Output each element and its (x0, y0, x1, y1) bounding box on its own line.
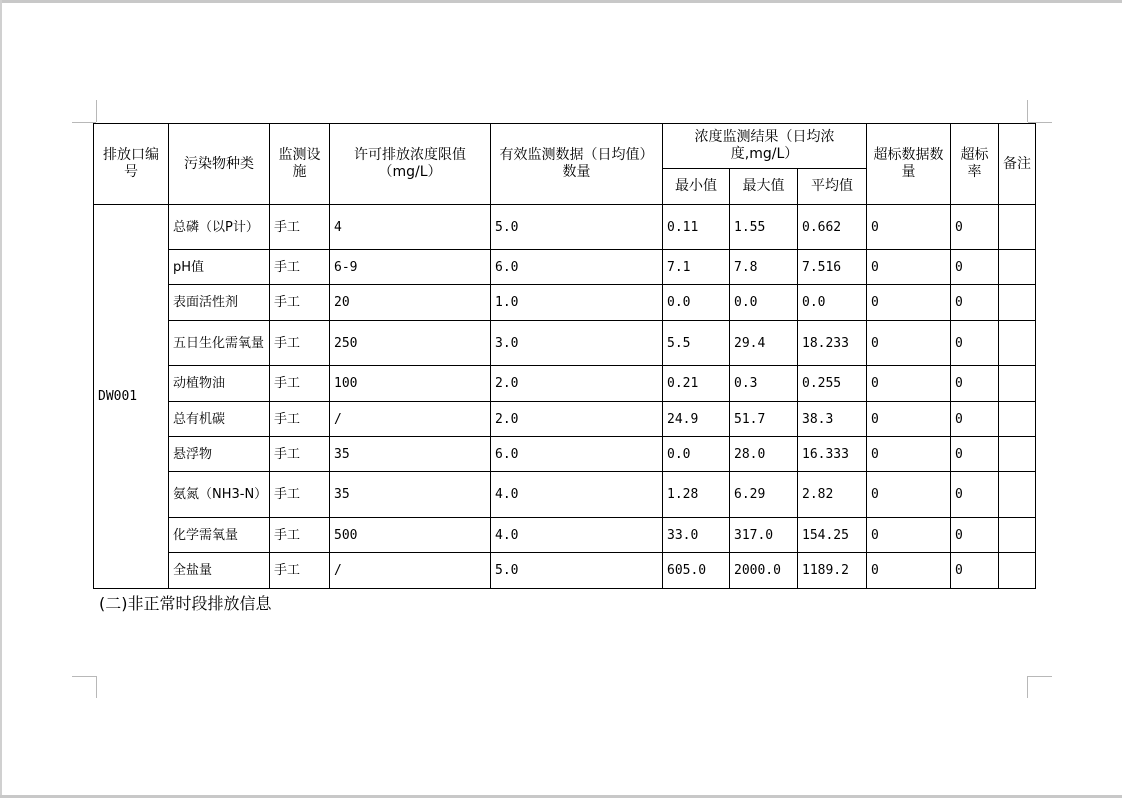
exceed-rate-cell: 0 (951, 518, 999, 553)
min-cell: 605.0 (663, 553, 730, 589)
exceed-rate-cell: 0 (951, 205, 999, 250)
count-cell: 3.0 (491, 321, 663, 366)
count-cell: 2.0 (491, 366, 663, 402)
header-permitted-limit: 许可排放浓度限值（mg/L） (330, 124, 491, 205)
pollutant-cell: 总磷（以P计） (169, 205, 270, 250)
exceed-count-cell: 0 (867, 250, 951, 285)
max-cell: 317.0 (730, 518, 798, 553)
facility-cell: 手工 (270, 250, 330, 285)
max-cell: 29.4 (730, 321, 798, 366)
count-cell: 4.0 (491, 472, 663, 518)
exceed-count-cell: 0 (867, 518, 951, 553)
remark-cell (999, 402, 1036, 437)
header-monitoring-facility: 监测设施 (270, 124, 330, 205)
max-cell: 1.55 (730, 205, 798, 250)
monitoring-results-table (93, 123, 1036, 589)
exceed-rate-cell: 0 (951, 250, 999, 285)
avg-cell: 0.0 (798, 285, 867, 321)
header-valid-data-count: 有效监测数据（日均值）数量 (491, 124, 663, 205)
max-cell: 28.0 (730, 437, 798, 472)
max-cell: 6.29 (730, 472, 798, 518)
limit-cell: 4 (330, 205, 491, 250)
exceed-rate-cell: 0 (951, 553, 999, 589)
header-pollutant: 污染物种类 (169, 124, 270, 205)
facility-cell: 手工 (270, 321, 330, 366)
facility-cell: 手工 (270, 205, 330, 250)
avg-cell: 16.333 (798, 437, 867, 472)
crop-mark (96, 100, 97, 122)
min-cell: 0.11 (663, 205, 730, 250)
limit-cell: 100 (330, 366, 491, 402)
exceed-count-cell: 0 (867, 205, 951, 250)
count-cell: 5.0 (491, 205, 663, 250)
limit-cell: / (330, 553, 491, 589)
max-cell: 51.7 (730, 402, 798, 437)
facility-cell: 手工 (270, 437, 330, 472)
header-avg: 平均值 (798, 169, 867, 205)
pollutant-cell: 总有机碳 (169, 402, 270, 437)
avg-cell: 1189.2 (798, 553, 867, 589)
crop-mark (1027, 100, 1028, 122)
min-cell: 0.21 (663, 366, 730, 402)
exceed-rate-cell: 0 (951, 437, 999, 472)
pollutant-cell: pH值 (169, 250, 270, 285)
exceed-rate-cell: 0 (951, 366, 999, 402)
remark-cell (999, 553, 1036, 589)
count-cell: 1.0 (491, 285, 663, 321)
crop-mark (72, 676, 96, 677)
exceed-rate-cell: 0 (951, 472, 999, 518)
facility-cell: 手工 (270, 553, 330, 589)
exceed-count-cell: 0 (867, 437, 951, 472)
exceed-count-cell: 0 (867, 402, 951, 437)
facility-cell: 手工 (270, 366, 330, 402)
limit-cell: 250 (330, 321, 491, 366)
exceed-count-cell: 0 (867, 472, 951, 518)
exceed-count-cell: 0 (867, 285, 951, 321)
page-left-border (0, 0, 2, 798)
max-cell: 7.8 (730, 250, 798, 285)
pollutant-cell: 化学需氧量 (169, 518, 270, 553)
count-cell: 4.0 (491, 518, 663, 553)
remark-cell (999, 366, 1036, 402)
limit-cell: 6-9 (330, 250, 491, 285)
count-cell: 6.0 (491, 250, 663, 285)
min-cell: 5.5 (663, 321, 730, 366)
pollutant-cell: 动植物油 (169, 366, 270, 402)
min-cell: 7.1 (663, 250, 730, 285)
exceed-count-cell: 0 (867, 553, 951, 589)
remark-cell (999, 205, 1036, 250)
pollutant-cell: 悬浮物 (169, 437, 270, 472)
exceed-count-cell: 0 (867, 366, 951, 402)
exceed-rate-cell: 0 (951, 402, 999, 437)
exceed-rate-cell: 0 (951, 285, 999, 321)
facility-cell: 手工 (270, 285, 330, 321)
header-max: 最大值 (730, 169, 798, 205)
header-min: 最小值 (663, 169, 730, 205)
facility-cell: 手工 (270, 518, 330, 553)
exceed-count-cell: 0 (867, 321, 951, 366)
header-result-group: 浓度监测结果（日均浓度,mg/L） (663, 124, 867, 169)
pollutant-cell: 表面活性剂 (169, 285, 270, 321)
pollutant-cell: 全盐量 (169, 553, 270, 589)
min-cell: 33.0 (663, 518, 730, 553)
min-cell: 0.0 (663, 285, 730, 321)
avg-cell: 0.255 (798, 366, 867, 402)
header-exceed-rate: 超标率 (951, 124, 999, 205)
remark-cell (999, 437, 1036, 472)
max-cell: 0.0 (730, 285, 798, 321)
count-cell: 5.0 (491, 553, 663, 589)
pollutant-cell: 五日生化需氧量 (169, 321, 270, 366)
section-title: (二)非正常时段排放信息 (99, 594, 272, 613)
facility-cell: 手工 (270, 472, 330, 518)
remark-cell (999, 472, 1036, 518)
min-cell: 1.28 (663, 472, 730, 518)
remark-cell (999, 285, 1036, 321)
min-cell: 0.0 (663, 437, 730, 472)
limit-cell: 500 (330, 518, 491, 553)
avg-cell: 154.25 (798, 518, 867, 553)
avg-cell: 7.516 (798, 250, 867, 285)
max-cell: 0.3 (730, 366, 798, 402)
limit-cell: 35 (330, 472, 491, 518)
crop-mark (1028, 676, 1052, 677)
avg-cell: 2.82 (798, 472, 867, 518)
pollutant-cell: 氨氮（NH3-N） (169, 472, 270, 518)
header-outlet-id: 排放口编号 (94, 124, 169, 205)
header-remarks: 备注 (999, 124, 1036, 205)
limit-cell: 35 (330, 437, 491, 472)
remark-cell (999, 250, 1036, 285)
facility-cell: 手工 (270, 402, 330, 437)
limit-cell: 20 (330, 285, 491, 321)
limit-cell: / (330, 402, 491, 437)
avg-cell: 18.233 (798, 321, 867, 366)
crop-mark (96, 676, 97, 698)
min-cell: 24.9 (663, 402, 730, 437)
count-cell: 6.0 (491, 437, 663, 472)
crop-mark (1027, 676, 1028, 698)
remark-cell (999, 518, 1036, 553)
avg-cell: 0.662 (798, 205, 867, 250)
max-cell: 2000.0 (730, 553, 798, 589)
count-cell: 2.0 (491, 402, 663, 437)
remark-cell (999, 321, 1036, 366)
header-exceed-count: 超标数据数量 (867, 124, 951, 205)
avg-cell: 38.3 (798, 402, 867, 437)
exceed-rate-cell: 0 (951, 321, 999, 366)
page-top-border (0, 0, 1122, 3)
outlet-id-cell: DW001 (94, 205, 169, 589)
